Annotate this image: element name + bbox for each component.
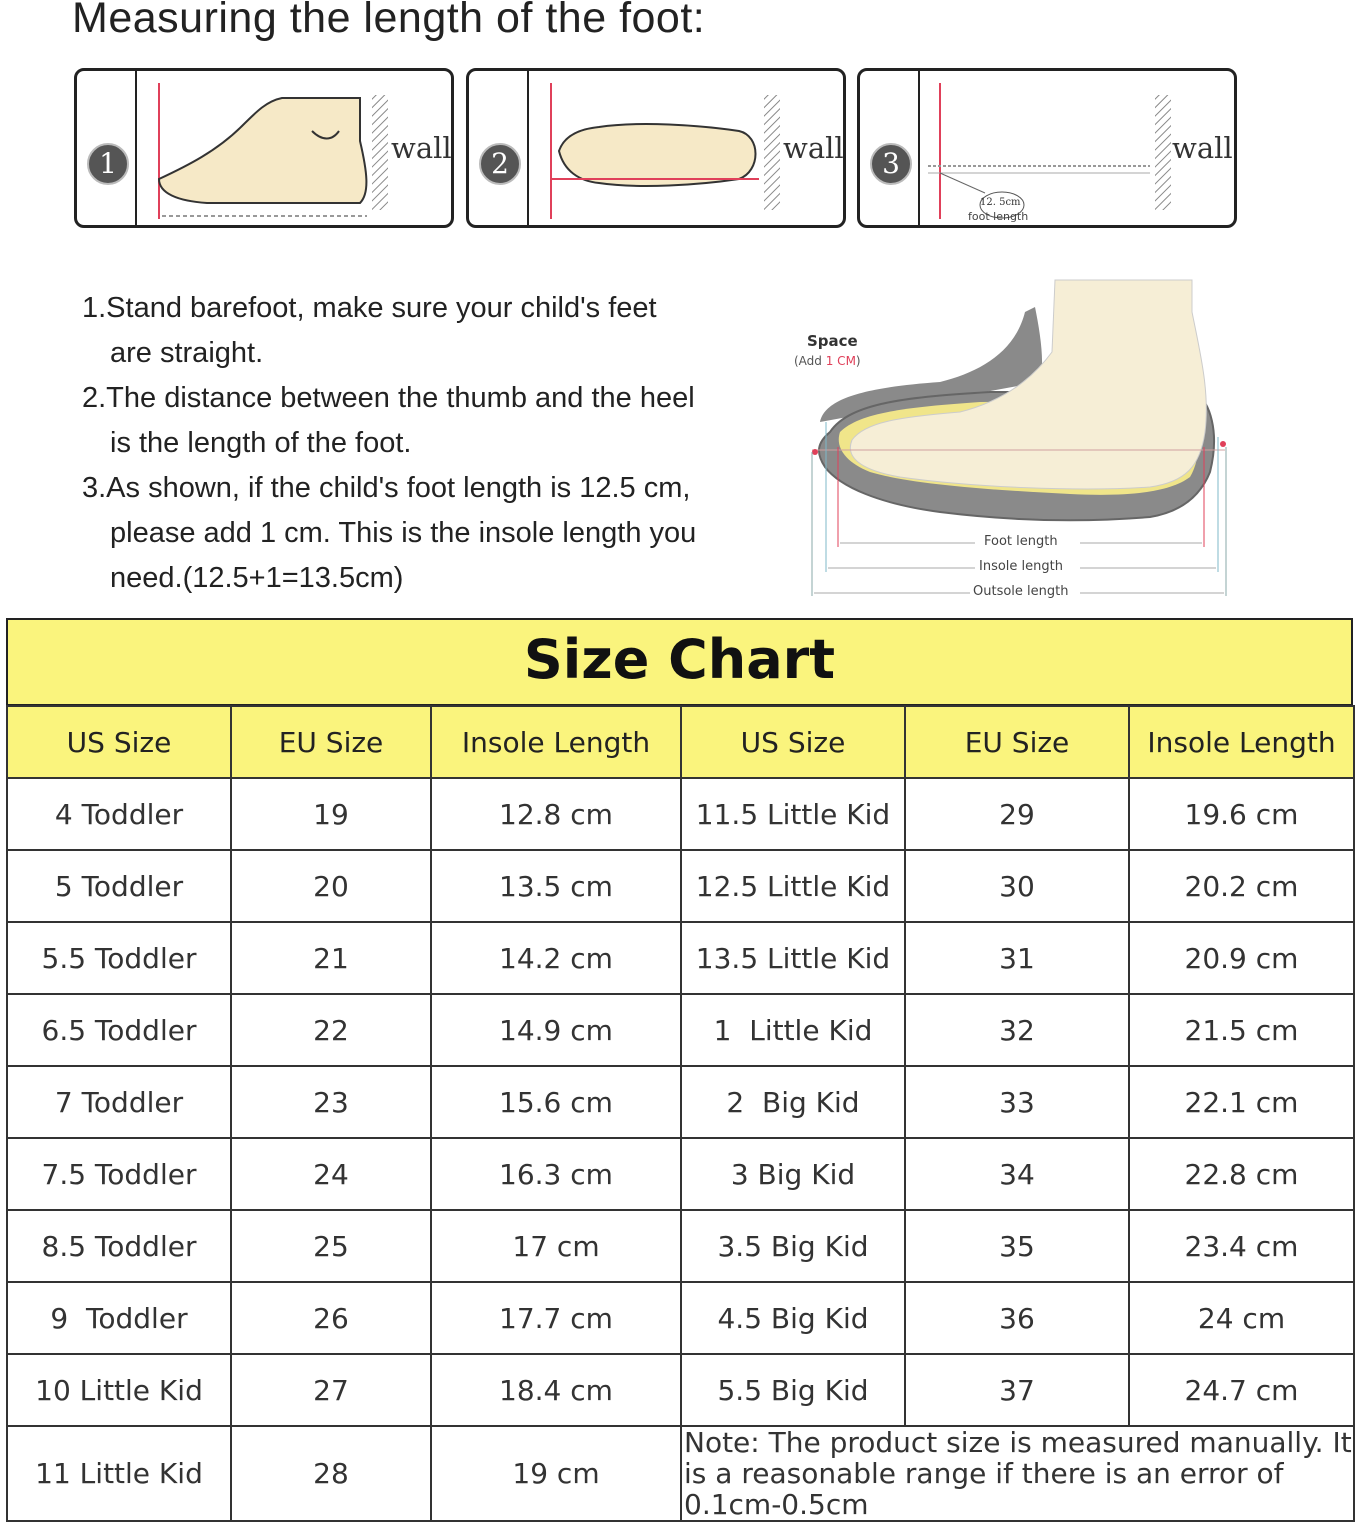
size-table (6, 705, 1355, 1522)
table-cell: 33 (905, 1066, 1129, 1138)
column-header: US Size (7, 706, 231, 778)
table-cell: 37 (905, 1354, 1129, 1426)
table-cell: 8.5 Toddler (7, 1210, 231, 1282)
foot-length-label: Foot length (984, 534, 1058, 549)
table-row (7, 994, 1354, 1066)
table-cell: 9 Toddler (7, 1282, 231, 1354)
wall-label-3: wall (1172, 131, 1233, 165)
column-header: EU Size (905, 706, 1129, 778)
column-header: EU Size (231, 706, 431, 778)
foot-length-measure-label: foot length (968, 210, 1029, 223)
table-cell: 23.4 cm (1129, 1210, 1354, 1282)
table-row (7, 1282, 1354, 1354)
instruction-line: is the length of the foot. (110, 427, 412, 459)
table-cell: 36 (905, 1282, 1129, 1354)
table-row (7, 1210, 1354, 1282)
outsole-length-label: Outsole length (973, 584, 1069, 599)
foot-length-measure-value: 12. 5cm (980, 197, 1021, 208)
table-row (7, 1138, 1354, 1210)
table-cell: 15.6 cm (431, 1066, 681, 1138)
table-cell: 35 (905, 1210, 1129, 1282)
table-cell: 3 Big Kid (681, 1138, 905, 1210)
size-chart-title-band (6, 618, 1353, 706)
column-header: Insole Length (1129, 706, 1354, 778)
table-cell: 1 Little Kid (681, 994, 905, 1066)
table-cell: 32 (905, 994, 1129, 1066)
step-number-3: 3 (870, 143, 912, 185)
step-3-panel (857, 68, 1237, 228)
space-add-close: ) (855, 354, 861, 368)
table-cell: 30 (905, 850, 1129, 922)
measurement-note: Note: The product size is measured manually. It is a reasonable range if there is an error of 0.1cm-0.5cm (681, 1426, 1354, 1521)
table-cell: 12.8 cm (431, 778, 681, 850)
table-row (7, 922, 1354, 994)
measurement-instructions (82, 286, 782, 601)
step-number-1: 1 (87, 143, 129, 185)
table-cell: 19.6 cm (1129, 778, 1354, 850)
table-cell: 23 (231, 1066, 431, 1138)
table-cell: 19 (231, 778, 431, 850)
page-heading: Measuring the length of the foot: (72, 0, 706, 42)
table-cell: 5.5 Toddler (7, 922, 231, 994)
table-cell: 14.9 cm (431, 994, 681, 1066)
table-cell: 3.5 Big Kid (681, 1210, 905, 1282)
shoe-fit-diagram (790, 272, 1240, 607)
space-label: Space (807, 332, 858, 350)
space-add-note (794, 354, 861, 368)
table-cell: 11 Little Kid (7, 1426, 231, 1521)
table-cell: 21.5 cm (1129, 994, 1354, 1066)
table-cell: 6.5 Toddler (7, 994, 231, 1066)
table-cell: 5 Toddler (7, 850, 231, 922)
table-cell: 21 (231, 922, 431, 994)
table-row (7, 1066, 1354, 1138)
step-1-panel (74, 68, 454, 228)
table-cell: 18.4 cm (431, 1354, 681, 1426)
column-header: US Size (681, 706, 905, 778)
table-cell: 11.5 Little Kid (681, 778, 905, 850)
table-cell: 7 Toddler (7, 1066, 231, 1138)
table-cell: 16.3 cm (431, 1138, 681, 1210)
table-cell: 29 (905, 778, 1129, 850)
instruction-line: 3.As shown, if the child's foot length is 12.5 cm, (82, 472, 691, 504)
table-cell: 24 (231, 1138, 431, 1210)
table-cell: 12.5 Little Kid (681, 850, 905, 922)
table-cell: 24 cm (1129, 1282, 1354, 1354)
space-add-value: 1 CM (825, 354, 856, 368)
wall-label-2: wall (783, 131, 844, 165)
table-cell: 22.1 cm (1129, 1066, 1354, 1138)
table-row (7, 778, 1354, 850)
table-cell: 2 Big Kid (681, 1066, 905, 1138)
table-cell: 27 (231, 1354, 431, 1426)
table-cell: 14.2 cm (431, 922, 681, 994)
table-cell: 25 (231, 1210, 431, 1282)
space-add-open: (Add (794, 354, 826, 368)
table-row (7, 1426, 1354, 1521)
step-number-2: 2 (479, 143, 521, 185)
table-cell: 20 (231, 850, 431, 922)
instruction-line: please add 1 cm. This is the insole length you (110, 517, 697, 549)
table-cell: 5.5 Big Kid (681, 1354, 905, 1426)
table-cell: 10 Little Kid (7, 1354, 231, 1426)
table-row (7, 1354, 1354, 1426)
wall-label-1: wall (391, 131, 452, 165)
table-cell: 4.5 Big Kid (681, 1282, 905, 1354)
table-cell: 20.9 cm (1129, 922, 1354, 994)
table-cell: 31 (905, 922, 1129, 994)
table-cell: 28 (231, 1426, 431, 1521)
instruction-line: need.(12.5+1=13.5cm) (110, 562, 404, 594)
step-2-panel (466, 68, 846, 228)
instruction-line: 1.Stand barefoot, make sure your child's feet (82, 292, 657, 324)
table-cell: 22 (231, 994, 431, 1066)
table-cell: 17 cm (431, 1210, 681, 1282)
table-cell: 4 Toddler (7, 778, 231, 850)
table-cell: 24.7 cm (1129, 1354, 1354, 1426)
table-cell: 7.5 Toddler (7, 1138, 231, 1210)
table-cell: 13.5 cm (431, 850, 681, 922)
instruction-line: are straight. (110, 337, 264, 369)
table-cell: 22.8 cm (1129, 1138, 1354, 1210)
size-chart (6, 618, 1353, 1521)
table-row (7, 850, 1354, 922)
column-header: Insole Length (431, 706, 681, 778)
table-cell: 19 cm (431, 1426, 681, 1521)
table-cell: 26 (231, 1282, 431, 1354)
table-cell: 34 (905, 1138, 1129, 1210)
shoe-illustration (790, 272, 1240, 607)
size-chart-title: Size Chart (523, 628, 836, 691)
insole-length-label: Insole length (979, 559, 1063, 574)
table-cell: 17.7 cm (431, 1282, 681, 1354)
table-cell: 13.5 Little Kid (681, 922, 905, 994)
instruction-line: 2.The distance between the thumb and the heel (82, 382, 695, 414)
table-header-row (7, 706, 1354, 778)
table-cell: 20.2 cm (1129, 850, 1354, 922)
